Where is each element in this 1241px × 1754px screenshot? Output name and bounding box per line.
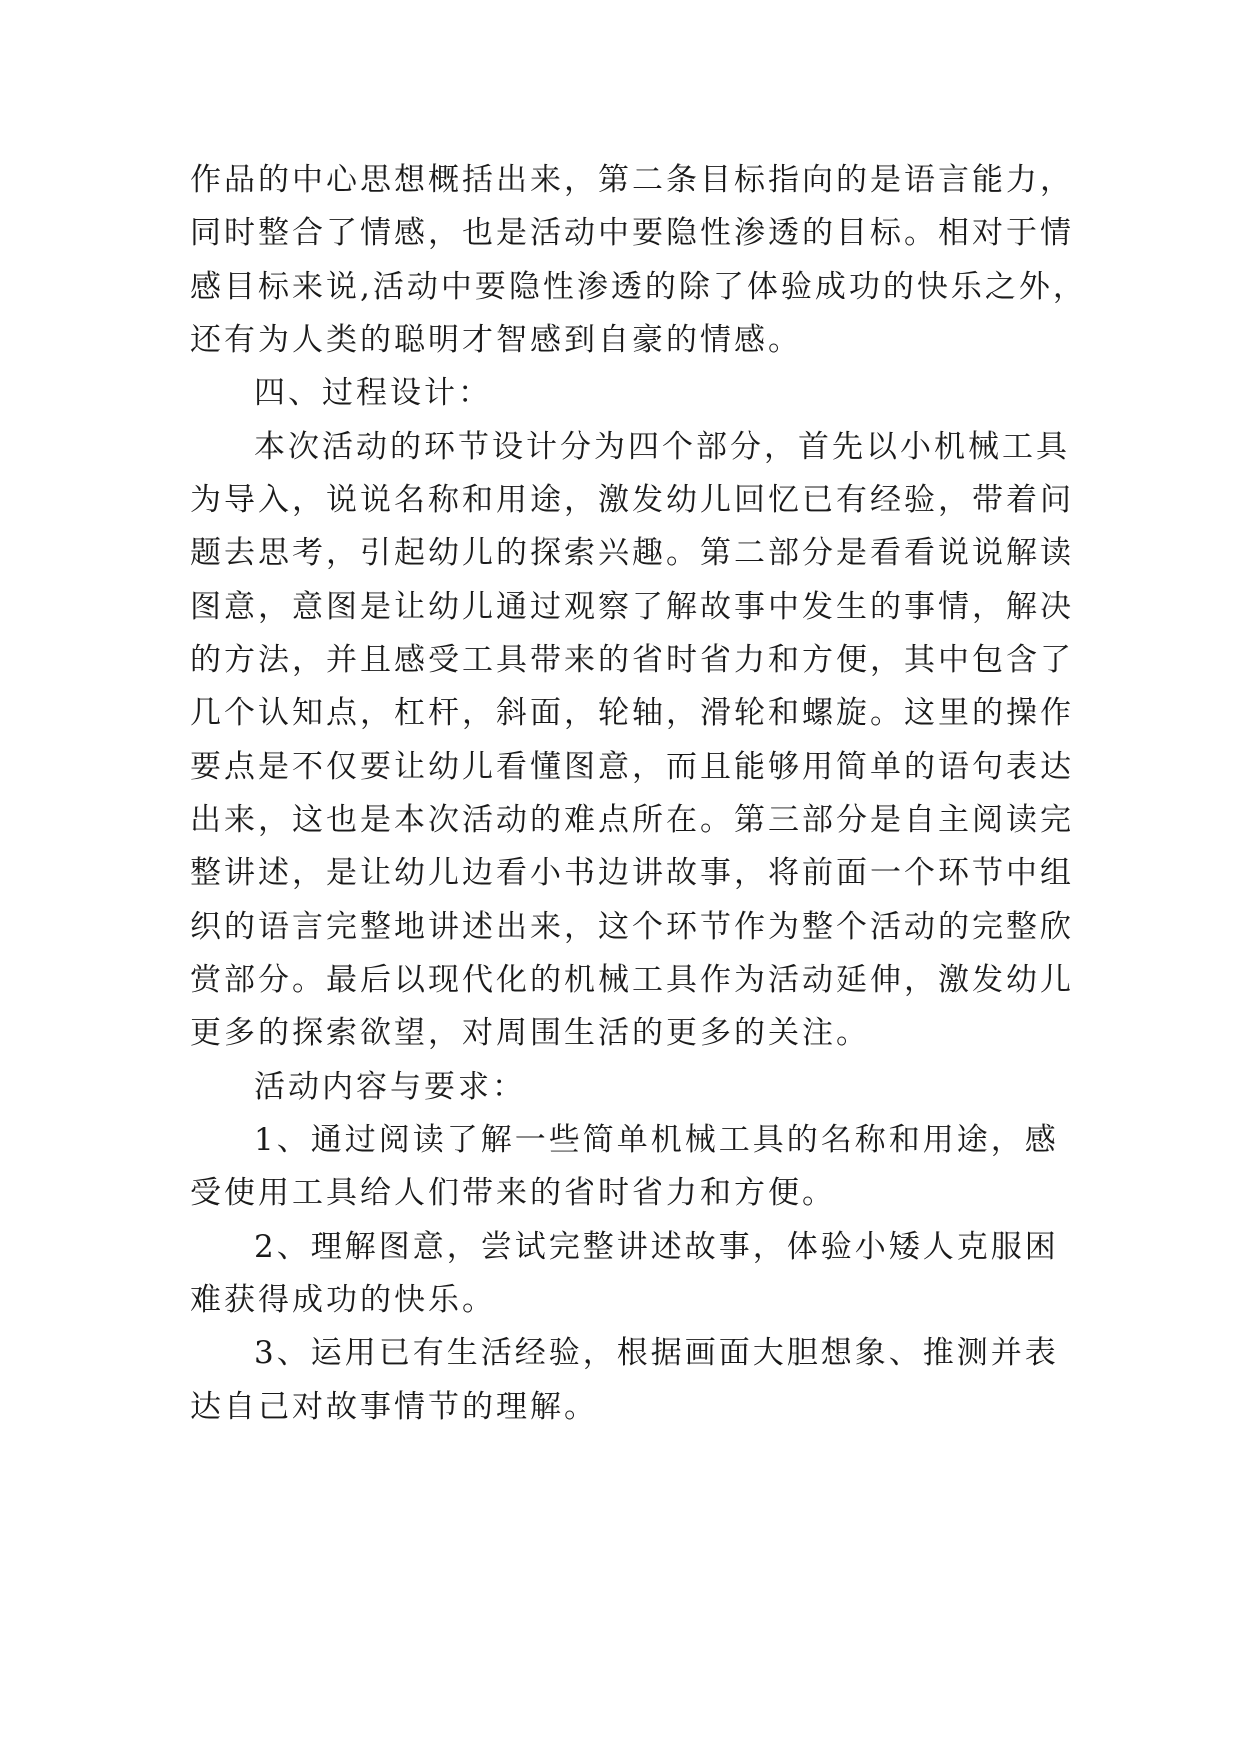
text-line: 3、运用已有生活经验，根据画面大胆想象、推测并表 <box>254 1335 1059 1371</box>
text-line: 本次活动的环节设计分为四个部分，首先以小机械工具 <box>254 429 1070 465</box>
section-heading-content: 活动内容与要求： <box>254 1069 526 1105</box>
text-line: 图意，意图是让幼儿通过观察了解故事中发生的事情，解决 <box>190 589 1074 625</box>
text-line: 题去思考，引起幼儿的探索兴趣。第二部分是看看说说解读 <box>190 535 1074 571</box>
text-line: 整讲述，是让幼儿边看小书边讲故事，将前面一个环节中组 <box>190 855 1074 891</box>
text-line: 2、理解图意，尝试完整讲述故事，体验小矮人克服困 <box>254 1229 1059 1265</box>
text-line: 难获得成功的快乐。 <box>190 1282 496 1318</box>
text-line: 要点是不仅要让幼儿看懂图意，而且能够用简单的语句表达 <box>190 749 1074 785</box>
text-line: 达自己对故事情节的理解。 <box>190 1389 598 1425</box>
text-line: 为导入，说说名称和用途，激发幼儿回忆已有经验，带着问 <box>190 482 1074 518</box>
text-line: 出来，这也是本次活动的难点所在。第三部分是自主阅读完 <box>190 802 1074 838</box>
text-line: 同时整合了情感，也是活动中要隐性渗透的目标。相对于情 <box>190 215 1074 251</box>
text-line: 1、通过阅读了解一些简单机械工具的名称和用途，感 <box>254 1122 1059 1158</box>
text-line: 几个认知点，杠杆，斜面，轮轴，滑轮和螺旋。这里的操作 <box>190 695 1074 731</box>
section-heading-process: 四、过程设计： <box>254 375 492 411</box>
text-line: 感目标来说,活动中要隐性渗透的除了体验成功的快乐之外， <box>190 269 1087 305</box>
text-line: 的方法，并且感受工具带来的省时省力和方便，其中包含了 <box>190 642 1074 678</box>
text-line: 赏部分。最后以现代化的机械工具作为活动延伸，激发幼儿 <box>190 962 1074 998</box>
text-line: 织的语言完整地讲述出来，这个环节作为整个活动的完整欣 <box>190 909 1074 945</box>
text-line: 还有为人类的聪明才智感到自豪的情感。 <box>190 322 802 358</box>
text-line: 作品的中心思想概括出来，第二条目标指向的是语言能力， <box>190 162 1074 198</box>
text-line: 受使用工具给人们带来的省时省力和方便。 <box>190 1175 836 1211</box>
text-line: 更多的探索欲望，对周围生活的更多的关注。 <box>190 1015 870 1051</box>
